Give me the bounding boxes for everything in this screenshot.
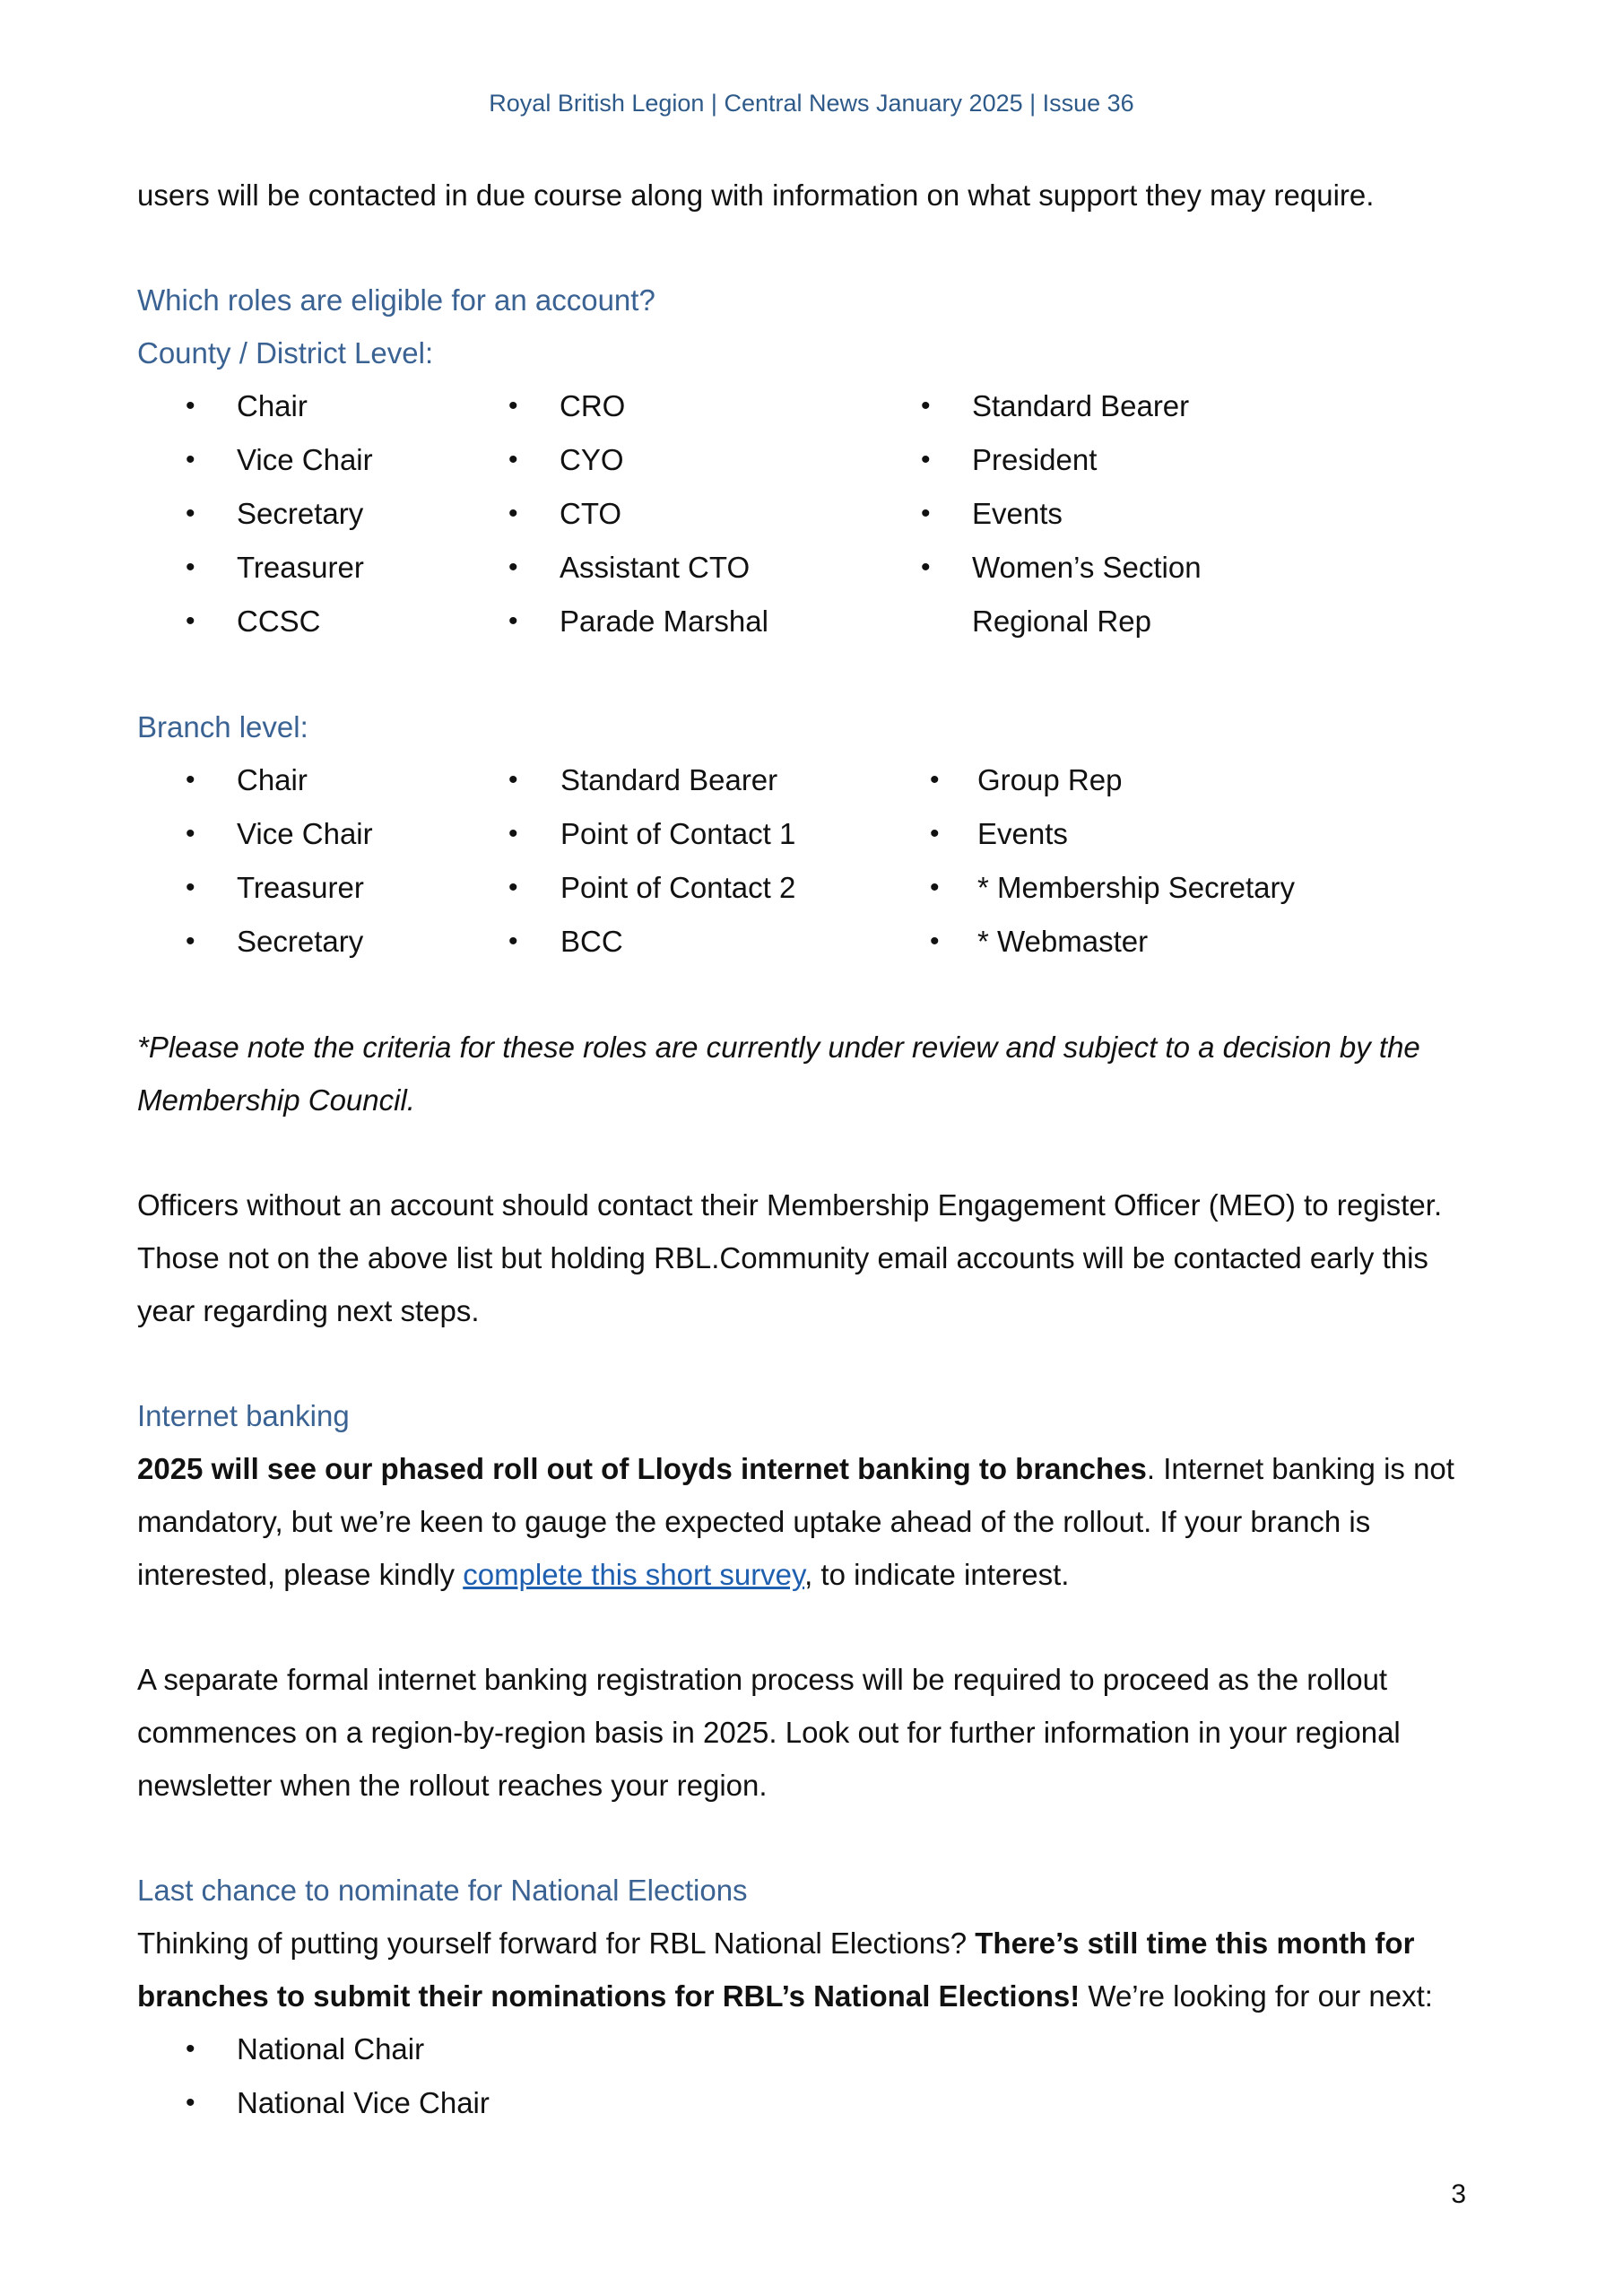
list-item: • Women’s Section	[919, 541, 1421, 595]
page-number: 3	[1451, 2179, 1466, 2209]
branch-roles-column-1	[137, 753, 507, 969]
eligible-roles-heading: Which roles are eligible for an account?	[137, 283, 655, 317]
list-item: • Chair	[137, 379, 507, 433]
survey-link[interactable]: complete this short survey	[463, 1558, 805, 1591]
list-item: • Treasurer	[137, 861, 507, 915]
list-item: • Point of Contact 2	[507, 861, 928, 915]
list-item: • CCSC	[137, 595, 507, 648]
branch-roles-list	[137, 753, 1464, 969]
page-content	[137, 169, 1464, 2130]
elections-roles-list	[137, 2022, 1464, 2130]
list-item: • BCC	[507, 915, 928, 969]
list-item: • Events	[928, 807, 1295, 861]
county-roles-list	[137, 379, 1464, 648]
list-item: • CYO	[507, 433, 919, 487]
elections-heading: Last chance to nominate for National Elections	[137, 1874, 748, 1907]
list-item: • Parade Marshal	[507, 595, 919, 648]
elections-paragraph: Thinking of putting yourself forward for RBL National Elections? There’s still time this month for branches to submit their nominations for RBL’s National Elections! We’re looking for our next:	[137, 1926, 1433, 2013]
internet-banking-heading: Internet banking	[137, 1399, 350, 1432]
internet-banking-paragraph: 2025 will see our phased roll out of Lloyds internet banking to branches. Internet banking is not mandatory, but we’re keen to gauge the expected uptake ahead of the rollout. If your branch is interested, please kindly complete this short survey, to indicate interest.	[137, 1452, 1454, 1591]
county-roles-column-1	[137, 379, 507, 648]
intro-paragraph: users will be contacted in due course along with information on what support they may require.	[137, 178, 1375, 212]
officers-paragraph: Officers without an account should contact their Membership Engagement Officer (MEO) to register. Those not on the above list but holding RBL.Community email accounts will be contacted early this year regarding next steps.	[137, 1188, 1443, 1327]
list-item: • Standard Bearer	[507, 753, 928, 807]
list-item: • * Webmaster	[928, 915, 1295, 969]
list-item: • President	[919, 433, 1421, 487]
list-item: • Chair	[137, 753, 507, 807]
running-header: Royal British Legion | Central News January 2025 | Issue 36	[489, 90, 1134, 117]
list-item: • Secretary	[137, 487, 507, 541]
branch-roles-column-3	[928, 753, 1295, 969]
list-item: • Vice Chair	[137, 433, 507, 487]
list-item: • Assistant CTO	[507, 541, 919, 595]
list-item: • National Chair	[137, 2022, 1464, 2076]
list-item: • Vice Chair	[137, 807, 507, 861]
list-item: • Group Rep	[928, 753, 1295, 807]
branch-level-heading: Branch level:	[137, 710, 308, 744]
list-item: • * Membership Secretary	[928, 861, 1295, 915]
list-item: • Standard Bearer	[919, 379, 1421, 433]
banking-bold-text: 2025 will see our phased roll out of Lloyds internet banking to branches	[137, 1452, 1147, 1485]
county-level-heading: County / District Level:	[137, 336, 434, 370]
county-roles-column-3	[919, 379, 1421, 648]
list-item: • Events	[919, 487, 1421, 541]
list-item: • National Vice Chair	[137, 2076, 1464, 2130]
registration-paragraph: A separate formal internet banking registration process will be required to proceed as the rollout commences on a region-by-region basis in 2025. Look out for further information in your regional newsletter when the rollout reaches your region.	[137, 1663, 1401, 1802]
elections-bold-text: There’s still time this month for branches to submit their nominations for RBL’s National Elections!	[137, 1926, 1415, 2013]
branch-roles-column-2	[507, 753, 928, 969]
list-item: • Secretary	[137, 915, 507, 969]
list-item: • CRO	[507, 379, 919, 433]
county-roles-column-2	[507, 379, 919, 648]
list-item-continuation: Regional Rep	[972, 604, 1151, 638]
list-item: • CTO	[507, 487, 919, 541]
list-item: • Treasurer	[137, 541, 507, 595]
criteria-note: *Please note the criteria for these roles are currently under review and subject to a decision by the Membership Council.	[137, 1031, 1420, 1117]
list-item: • Point of Contact 1	[507, 807, 928, 861]
